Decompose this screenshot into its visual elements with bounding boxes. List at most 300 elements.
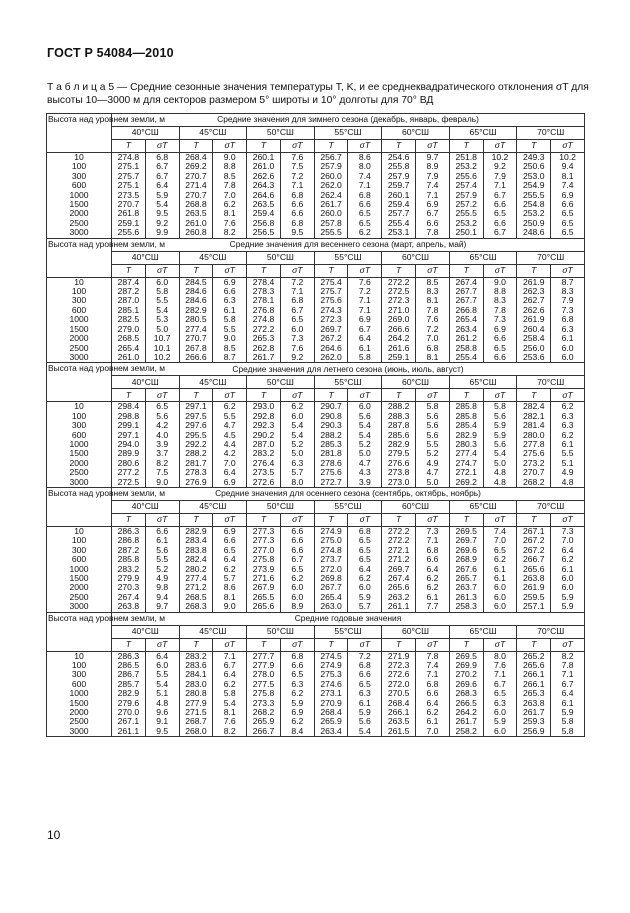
temperature-cell: 282.9: [179, 526, 213, 536]
temperature-cell: 272.2: [382, 277, 416, 287]
temperature-cell: 275.0: [314, 536, 348, 545]
temperature-cell: 265.4: [449, 315, 483, 324]
sigma-cell: 5.9: [551, 708, 585, 717]
temperature-cell: 265.5: [247, 593, 281, 602]
temperature-cell: 281.8: [314, 449, 348, 458]
temperature-cell: 277.4: [449, 449, 483, 458]
latitude-header: 45°СШ: [179, 500, 247, 513]
latitude-header: 55°СШ: [314, 500, 382, 513]
temperature-cell: 254.8: [517, 200, 551, 209]
sigma-cell: 10.7: [145, 334, 179, 343]
sigma-cell: 8.3: [483, 296, 517, 305]
latitude-header: 70°СШ: [517, 500, 585, 513]
temperature-cell: 261.7: [449, 717, 483, 726]
sigma-cell: 9.8: [145, 583, 179, 592]
temperature-cell: 283.0: [179, 680, 213, 689]
latitude-header: 40°СШ: [112, 500, 180, 513]
section-title: Средние значения для летнего сезона (июнь, июль, август): [112, 363, 585, 376]
sigma-cell: 6.0: [280, 325, 314, 334]
temperature-cell: 284.5: [179, 277, 213, 287]
sigma-subheader: σT: [416, 513, 450, 526]
temperature-cell: 262.0: [314, 181, 348, 190]
height-cell: 2500: [47, 219, 112, 228]
latitude-row: [47, 127, 585, 140]
sigma-cell: 6.3: [280, 680, 314, 689]
temperature-cell: 273.7: [314, 555, 348, 564]
height-cell: 1500: [47, 699, 112, 708]
temperature-cell: 256.0: [517, 344, 551, 353]
temperature-cell: 265.6: [247, 602, 281, 612]
temperature-cell: 257.9: [314, 162, 348, 171]
sigma-cell: 7.1: [416, 191, 450, 200]
temperature-cell: 285.8: [449, 412, 483, 421]
height-cell: 300: [47, 296, 112, 305]
sigma-cell: 6.4: [348, 565, 382, 574]
temperature-cell: 266.1: [517, 680, 551, 689]
temperature-cell: 260.0: [314, 209, 348, 218]
sigma-cell: 5.6: [416, 431, 450, 440]
temperature-cell: 260.1: [382, 191, 416, 200]
height-header: Высота над уровнем земли, м: [47, 114, 112, 153]
temperature-cell: 288.2: [179, 449, 213, 458]
temperature-cell: 255.8: [382, 162, 416, 171]
height-cell: 600: [47, 431, 112, 440]
sigma-cell: 5.8: [551, 717, 585, 726]
sigma-cell: 6.3: [280, 459, 314, 468]
height-cell: 300: [47, 670, 112, 679]
temperature-cell: 261.5: [382, 727, 416, 737]
temperature-cell: 264.6: [247, 191, 281, 200]
sigma-cell: 5.7: [280, 468, 314, 477]
temperature-cell: 286.7: [112, 670, 146, 679]
temperature-cell: 277.9: [179, 699, 213, 708]
temperature-cell: 272.5: [112, 478, 146, 488]
temperature-cell: 286.3: [112, 651, 146, 661]
section-title: Средние значения для зимнего сезона (декабрь, январь, февраль): [112, 114, 585, 127]
sigma-cell: 6.6: [280, 209, 314, 218]
temperature-cell: 274.9: [314, 526, 348, 536]
sigma-cell: 5.1: [551, 459, 585, 468]
sigma-cell: 5.0: [145, 325, 179, 334]
sigma-cell: 6.0: [280, 593, 314, 602]
temperature-cell: 295.5: [179, 431, 213, 440]
temperature-cell: 277.2: [112, 468, 146, 477]
temperature-cell: 256.8: [247, 219, 281, 228]
sigma-cell: 9.0: [213, 153, 247, 163]
temperature-cell: 263.0: [314, 602, 348, 612]
sigma-cell: 5.5: [145, 670, 179, 679]
latitude-header: 45°СШ: [179, 625, 247, 638]
temperature-cell: 267.2: [517, 546, 551, 555]
sigma-cell: 6.9: [213, 526, 247, 536]
subheader-row: [47, 513, 585, 526]
temperature-cell: 272.3: [314, 315, 348, 324]
temperature-cell: 269.6: [449, 680, 483, 689]
sigma-cell: 8.2: [551, 651, 585, 661]
sigma-cell: 7.7: [416, 602, 450, 612]
temperature-cell: 270.7: [112, 200, 146, 209]
sigma-subheader: σT: [551, 264, 585, 277]
temperature-cell: 263.5: [382, 717, 416, 726]
sigma-cell: 9.1: [145, 717, 179, 726]
sigma-cell: 6.6: [483, 219, 517, 228]
temperature-cell: 263.5: [247, 200, 281, 209]
temperature-cell: 297.1: [179, 402, 213, 412]
sigma-subheader: σT: [213, 389, 247, 402]
temperature-cell: 267.4: [449, 277, 483, 287]
height-cell: 100: [47, 287, 112, 296]
height-cell: 10: [47, 153, 112, 163]
temperature-cell: 294.0: [112, 440, 146, 449]
temperature-cell: 255.6: [449, 172, 483, 181]
sigma-cell: 5.6: [348, 412, 382, 421]
temperature-cell: 261.9: [517, 277, 551, 287]
sigma-cell: 5.8: [416, 402, 450, 412]
temperature-cell: 268.5: [112, 334, 146, 343]
height-header: Высота над уровнем земли, м: [47, 487, 112, 526]
temperature-cell: 268.4: [382, 699, 416, 708]
sigma-cell: 6.0: [483, 583, 517, 592]
sigma-cell: 7.1: [280, 181, 314, 190]
sigma-cell: 5.5: [416, 440, 450, 449]
temperature-subheader: T: [449, 389, 483, 402]
temperature-cell: 268.3: [179, 602, 213, 612]
sigma-cell: 6.7: [145, 162, 179, 171]
height-cell: 2000: [47, 459, 112, 468]
temperature-cell: 259.5: [517, 593, 551, 602]
temperature-cell: 257.1: [517, 602, 551, 612]
temperature-cell: 264.2: [449, 708, 483, 717]
temperature-cell: 277.7: [247, 651, 281, 661]
temperature-cell: 251.8: [449, 153, 483, 163]
sigma-cell: 7.0: [483, 536, 517, 545]
temperature-subheader: T: [517, 389, 551, 402]
latitude-header: 60°СШ: [382, 127, 450, 140]
temperature-cell: 283.2: [247, 449, 281, 458]
sigma-cell: 5.6: [348, 717, 382, 726]
sigma-cell: 6.3: [213, 296, 247, 305]
sigma-cell: 6.5: [280, 565, 314, 574]
sigma-cell: 5.9: [483, 421, 517, 430]
sigma-cell: 8.4: [280, 727, 314, 737]
sigma-subheader: σT: [348, 264, 382, 277]
temperature-cell: 261.7: [247, 353, 281, 363]
height-cell: 3000: [47, 353, 112, 363]
temperature-cell: 258.2: [449, 727, 483, 737]
sigma-cell: 6.5: [551, 219, 585, 228]
sigma-cell: 7.3: [483, 315, 517, 324]
sigma-subheader: σT: [348, 638, 382, 651]
sigma-cell: 6.2: [213, 200, 247, 209]
temperature-subheader: T: [314, 389, 348, 402]
temperature-cell: 258.3: [449, 602, 483, 612]
temperature-cell: 288.3: [382, 412, 416, 421]
temperature-cell: 261.7: [517, 708, 551, 717]
sigma-cell: 6.5: [483, 546, 517, 555]
sigma-cell: 6.0: [348, 402, 382, 412]
sigma-cell: 5.9: [483, 717, 517, 726]
sigma-cell: 6.9: [280, 708, 314, 717]
latitude-header: 50°СШ: [247, 127, 315, 140]
temperature-cell: 275.7: [112, 172, 146, 181]
height-cell: 300: [47, 421, 112, 430]
height-cell: 600: [47, 181, 112, 190]
temperature-cell: 277.8: [517, 440, 551, 449]
sigma-cell: 6.0: [483, 708, 517, 717]
sigma-subheader: σT: [280, 513, 314, 526]
section-title: Средние значения для весеннего сезона (март, апрель, май): [112, 238, 585, 251]
latitude-header: 55°СШ: [314, 625, 382, 638]
sigma-subheader: σT: [213, 140, 247, 153]
temperature-cell: 265.3: [517, 689, 551, 698]
sigma-cell: 6.0: [551, 353, 585, 363]
sigma-cell: 7.8: [416, 651, 450, 661]
sigma-cell: 5.2: [348, 440, 382, 449]
height-cell: 3000: [47, 228, 112, 238]
temperature-cell: 261.0: [179, 219, 213, 228]
sigma-subheader: σT: [145, 264, 179, 277]
sigma-cell: 7.2: [280, 172, 314, 181]
latitude-header: 40°СШ: [112, 625, 180, 638]
sigma-cell: 6.3: [551, 325, 585, 334]
sigma-cell: 5.6: [416, 412, 450, 421]
temperature-cell: 280.3: [449, 440, 483, 449]
latitude-header: 45°СШ: [179, 376, 247, 389]
sigma-cell: 7.6: [213, 717, 247, 726]
sigma-cell: 6.2: [551, 555, 585, 564]
sigma-cell: 6.2: [416, 708, 450, 717]
sigma-subheader: σT: [348, 513, 382, 526]
subheader-row: [47, 140, 585, 153]
temperature-cell: 279.6: [112, 699, 146, 708]
sigma-cell: 5.4: [348, 421, 382, 430]
sigma-cell: 6.1: [551, 440, 585, 449]
temperature-cell: 253.2: [449, 219, 483, 228]
latitude-header: 40°СШ: [112, 127, 180, 140]
temperature-cell: 248.6: [517, 228, 551, 238]
sigma-cell: 6.2: [280, 689, 314, 698]
temperature-cell: 285.8: [449, 402, 483, 412]
temperature-cell: 265.3: [247, 334, 281, 343]
sigma-cell: 6.5: [348, 209, 382, 218]
temperature-subheader: T: [112, 513, 146, 526]
sigma-cell: 5.4: [145, 306, 179, 315]
sigma-subheader: σT: [145, 389, 179, 402]
height-cell: 2500: [47, 593, 112, 602]
sigma-cell: 6.0: [483, 727, 517, 737]
sigma-cell: 6.6: [280, 526, 314, 536]
temperature-cell: 255.6: [112, 228, 146, 238]
temperature-cell: 274.6: [314, 680, 348, 689]
sigma-cell: 7.6: [213, 219, 247, 228]
temperature-cell: 277.4: [179, 574, 213, 583]
sigma-subheader: σT: [483, 140, 517, 153]
temperature-cell: 286.5: [112, 661, 146, 670]
temperature-cell: 259.1: [382, 353, 416, 363]
temperature-cell: 261.2: [449, 334, 483, 343]
section-title-row: [47, 363, 585, 376]
temperature-cell: 276.4: [247, 459, 281, 468]
sigma-cell: 7.1: [280, 287, 314, 296]
latitude-header: 70°СШ: [517, 127, 585, 140]
sigma-cell: 6.6: [213, 536, 247, 545]
sigma-cell: 5.5: [213, 412, 247, 421]
temperature-cell: 262.3: [517, 287, 551, 296]
sigma-cell: 10.2: [145, 353, 179, 363]
sigma-subheader: σT: [280, 264, 314, 277]
latitude-header: 50°СШ: [247, 500, 315, 513]
temperature-cell: 282.4: [517, 402, 551, 412]
sigma-cell: 9.0: [213, 602, 247, 612]
sigma-cell: 7.1: [416, 536, 450, 545]
temperature-subheader: T: [382, 140, 416, 153]
temperature-cell: 256.9: [517, 727, 551, 737]
sigma-cell: 6.1: [551, 334, 585, 343]
temperature-cell: 263.5: [179, 209, 213, 218]
sigma-cell: 5.2: [280, 440, 314, 449]
sigma-cell: 10.1: [145, 344, 179, 353]
sigma-subheader: σT: [483, 389, 517, 402]
sigma-cell: 8.5: [213, 172, 247, 181]
temperature-cell: 267.7: [449, 296, 483, 305]
sigma-cell: 8.8: [483, 287, 517, 296]
height-cell: 100: [47, 162, 112, 171]
sigma-cell: 6.4: [213, 468, 247, 477]
temperature-cell: 282.9: [382, 440, 416, 449]
sigma-cell: 6.7: [483, 680, 517, 689]
temperature-cell: 267.7: [314, 583, 348, 592]
sigma-cell: 6.9: [213, 277, 247, 287]
temperature-cell: 273.1: [314, 689, 348, 698]
sigma-cell: 6.7: [280, 555, 314, 564]
temperature-subheader: T: [517, 140, 551, 153]
sigma-cell: 7.4: [551, 181, 585, 190]
sigma-cell: 6.4: [551, 689, 585, 698]
sigma-cell: 6.4: [551, 546, 585, 555]
sigma-cell: 6.4: [213, 555, 247, 564]
temperature-cell: 285.6: [382, 431, 416, 440]
table-row: [47, 602, 585, 612]
sigma-cell: 7.4: [416, 661, 450, 670]
temperature-cell: 278.6: [314, 459, 348, 468]
temperature-cell: 280.8: [179, 689, 213, 698]
sigma-cell: 4.8: [145, 699, 179, 708]
sigma-cell: 5.8: [483, 402, 517, 412]
sigma-cell: 6.2: [280, 717, 314, 726]
sigma-cell: 6.8: [280, 296, 314, 305]
latitude-row: [47, 251, 585, 264]
latitude-header: 50°СШ: [247, 625, 315, 638]
temperature-cell: 292.2: [179, 440, 213, 449]
sigma-cell: 6.6: [280, 661, 314, 670]
temperature-cell: 267.1: [112, 717, 146, 726]
temperature-cell: 290.2: [247, 431, 281, 440]
sigma-cell: 6.8: [348, 526, 382, 536]
temperature-cell: 269.2: [449, 478, 483, 488]
temperature-cell: 279.0: [112, 325, 146, 334]
sigma-cell: 6.6: [483, 200, 517, 209]
sigma-cell: 7.0: [213, 459, 247, 468]
temperature-cell: 273.2: [517, 459, 551, 468]
temperature-cell: 269.7: [382, 565, 416, 574]
temperature-cell: 270.7: [517, 468, 551, 477]
sigma-cell: 6.3: [348, 689, 382, 698]
sigma-cell: 6.5: [551, 228, 585, 238]
temperature-cell: 250.6: [517, 162, 551, 171]
temperature-cell: 284.6: [179, 287, 213, 296]
temperature-cell: 263.4: [449, 325, 483, 334]
temperature-cell: 283.8: [179, 546, 213, 555]
sigma-cell: 6.1: [416, 717, 450, 726]
sigma-cell: 6.2: [213, 402, 247, 412]
temperature-subheader: T: [314, 140, 348, 153]
sigma-subheader: σT: [145, 140, 179, 153]
temperature-cell: 263.2: [382, 593, 416, 602]
temperature-cell: 287.2: [112, 546, 146, 555]
sigma-cell: 8.2: [213, 727, 247, 737]
sigma-cell: 6.6: [416, 689, 450, 698]
sigma-cell: 6.2: [213, 680, 247, 689]
temperature-cell: 257.2: [449, 200, 483, 209]
sigma-cell: 5.6: [483, 440, 517, 449]
height-cell: 2000: [47, 334, 112, 343]
height-cell: 2500: [47, 344, 112, 353]
temperature-cell: 260.4: [517, 325, 551, 334]
sigma-subheader: σT: [213, 513, 247, 526]
temperature-cell: 259.7: [382, 181, 416, 190]
sigma-cell: 7.5: [280, 162, 314, 171]
sigma-cell: 5.4: [145, 200, 179, 209]
latitude-header: 60°СШ: [382, 376, 450, 389]
section-title-row: [47, 487, 585, 500]
sigma-cell: 6.8: [145, 153, 179, 163]
sigma-cell: 6.6: [213, 287, 247, 296]
sigma-cell: 6.9: [483, 325, 517, 334]
sigma-cell: 5.1: [145, 689, 179, 698]
sigma-cell: 6.8: [551, 315, 585, 324]
latitude-header: 60°СШ: [382, 251, 450, 264]
sigma-cell: 7.1: [213, 651, 247, 661]
height-cell: 1000: [47, 315, 112, 324]
temperature-cell: 275.6: [517, 449, 551, 458]
sigma-cell: 8.6: [348, 153, 382, 163]
sigma-cell: 8.1: [213, 593, 247, 602]
sigma-cell: 6.0: [483, 602, 517, 612]
height-cell: 3000: [47, 478, 112, 488]
temperature-cell: 275.6: [314, 468, 348, 477]
temperature-cell: 268.9: [449, 555, 483, 564]
height-header: Высота над уровнем земли, м: [47, 363, 112, 402]
temperature-cell: 254.9: [517, 181, 551, 190]
temperature-cell: 257.9: [382, 172, 416, 181]
temperature-cell: 275.1: [112, 181, 146, 190]
temperature-cell: 286.3: [112, 526, 146, 536]
temperature-subheader: T: [179, 389, 213, 402]
sigma-cell: 6.6: [416, 555, 450, 564]
temperature-cell: 267.2: [314, 334, 348, 343]
temperature-cell: 265.4: [112, 344, 146, 353]
temperature-cell: 261.9: [517, 315, 551, 324]
temperature-cell: 266.5: [449, 699, 483, 708]
sigma-cell: 8.1: [416, 353, 450, 363]
temperature-cell: 287.2: [112, 287, 146, 296]
sigma-cell: 6.5: [348, 546, 382, 555]
temperature-cell: 280.6: [112, 459, 146, 468]
temperature-cell: 275.3: [314, 670, 348, 679]
sigma-cell: 7.3: [551, 306, 585, 315]
table-row: [47, 727, 585, 737]
temperature-cell: 270.5: [382, 689, 416, 698]
